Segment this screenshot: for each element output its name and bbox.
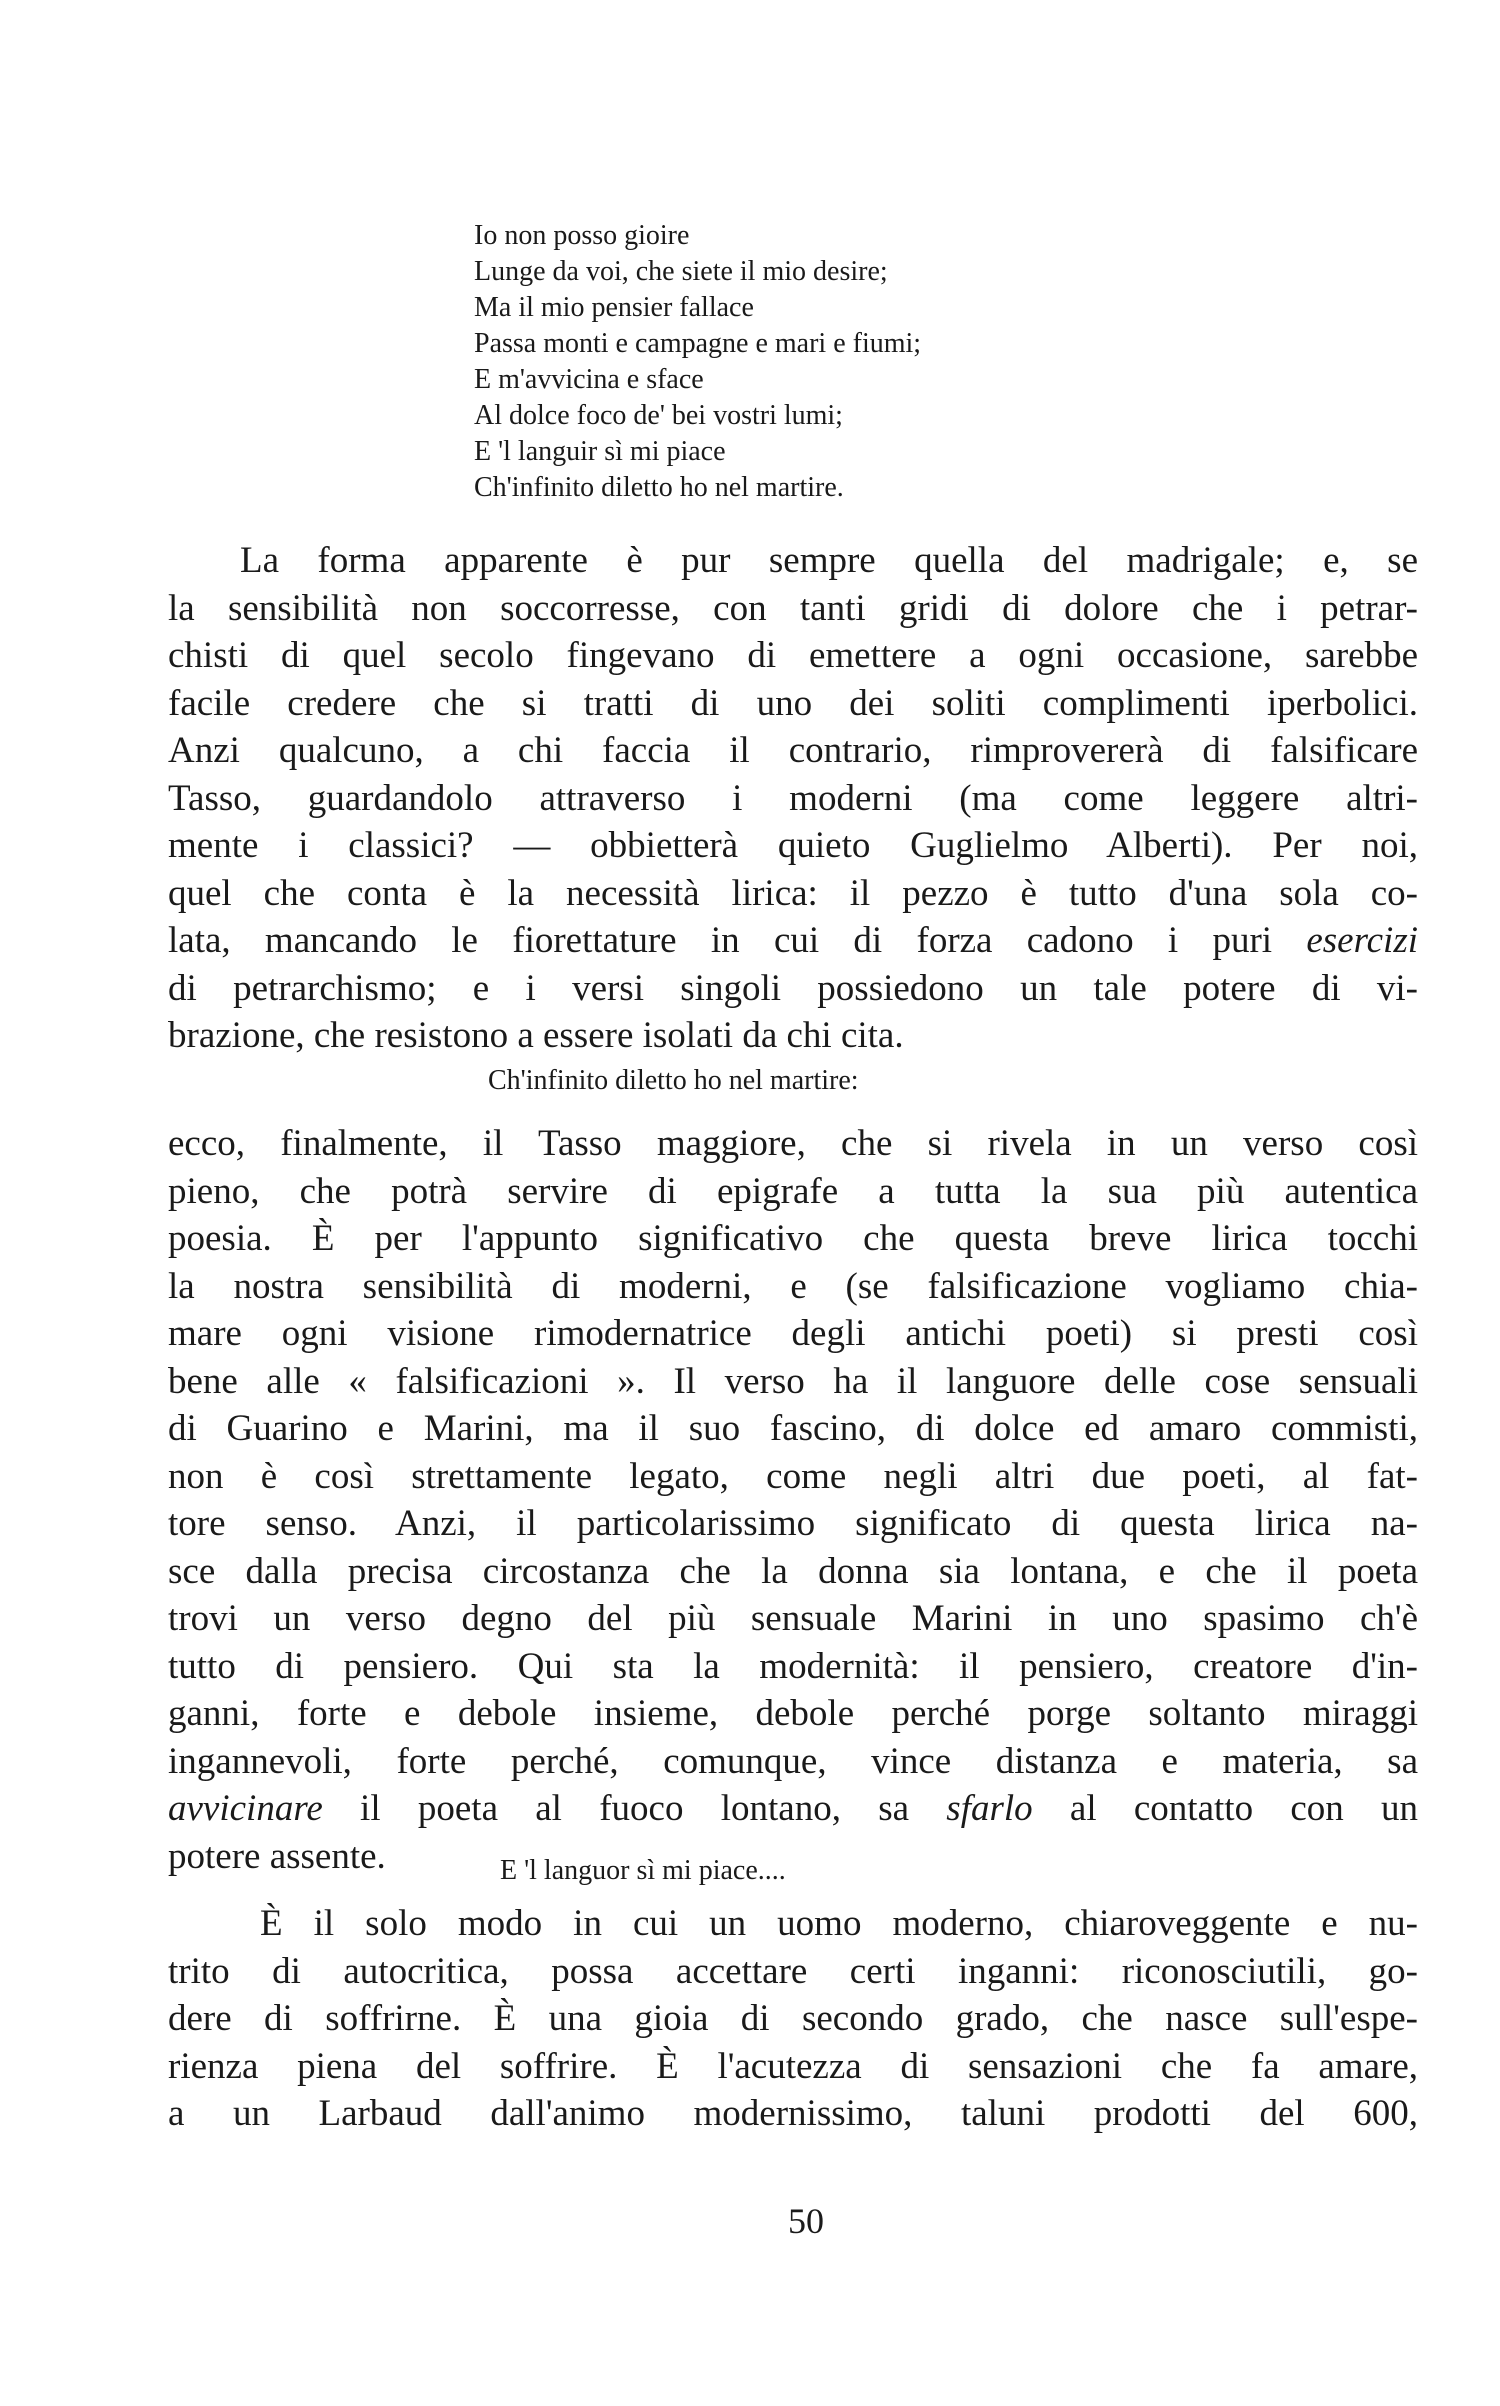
poem-line: E 'l languir sì mi piace xyxy=(474,436,726,467)
poem-line: Ch'infinito diletto ho nel martire. xyxy=(474,472,844,503)
text-line: facile credere che si tratti di uno dei soliti complimenti iperbolici. xyxy=(168,682,1418,724)
text-line: non è così strettamente legato, come negli altri due poeti, al fat- xyxy=(168,1455,1418,1497)
text-line: trovi un verso degno del più sensuale Marini in uno spasimo ch'è xyxy=(168,1598,1418,1639)
text-line xyxy=(168,1785,1418,1833)
paragraph-3 xyxy=(168,1900,1418,2138)
text-line: tore senso. Anzi, il particolarissimo significato di questa lirica na- xyxy=(168,1503,1418,1544)
page-number: 50 xyxy=(788,2201,824,2241)
text-line: sce dalla precisa circostanza che la donna sia lontana, e che il poeta xyxy=(168,1550,1418,1592)
poem-line: Lunge da voi, che siete il mio desire; xyxy=(474,256,888,287)
text-line: di petrarchismo; e i versi singoli possiedono un tale potere di vi- xyxy=(168,967,1418,1009)
text-line: bene alle « falsificazioni ». Il verso ha il languore delle cose sensuali xyxy=(168,1360,1418,1402)
text-line: pieno, che potrà servire di epigrafe a tutta la sua più autentica xyxy=(168,1170,1418,1212)
text-line: ecco, finalmente, il Tasso maggiore, che si rivela in un verso così xyxy=(168,1123,1418,1164)
text-line: tutto di pensiero. Qui sta la modernità: il pensiero, creatore d'in- xyxy=(168,1645,1418,1687)
text-line: mente i classici? — obbietterà quieto Guglielmo Alberti). Per noi, xyxy=(168,825,1418,866)
text-line: la nostra sensibilità di moderni, e (se falsificazione vogliamo chia- xyxy=(168,1265,1418,1307)
text-line: brazione, che resistono a essere isolati da chi cita. xyxy=(168,1015,904,1056)
text-line: mare ogni visione rimodernatrice degli antichi poeti) si presti così xyxy=(168,1313,1418,1354)
text-line: ganni, forte e debole insieme, debole perché porge soltanto miraggi xyxy=(168,1693,1418,1734)
poem-line: Al dolce foco de' bei vostri lumi; xyxy=(474,400,843,431)
text-line xyxy=(168,917,1418,965)
poem-line: Ma il mio pensier fallace xyxy=(474,292,754,323)
text-line: potere assente. xyxy=(168,1835,386,1877)
paragraph-2 xyxy=(168,1120,1418,1880)
text-line: La forma apparente è pur sempre quella del madrigale; e, se xyxy=(240,540,1418,581)
poem-line: E m'avvicina e sface xyxy=(474,364,704,395)
text-line: dere di soffrirne. È una gioia di secondo grado, che nasce sull'espe- xyxy=(168,1998,1418,2039)
text-fragment: il poeta al fuoco lontano, sa xyxy=(360,1788,910,1829)
italic-word: avvicinare xyxy=(168,1788,323,1829)
text-line: chisti di quel secolo fingevano di emettere a ogni occasione, sarebbe xyxy=(168,635,1418,676)
text-line: Tasso, guardandolo attraverso i moderni (ma come leggere altri- xyxy=(168,777,1418,819)
text-line: trito di autocritica, possa accettare certi inganni: riconosciutili, go- xyxy=(168,1950,1418,1992)
italic-word: esercizi xyxy=(1306,920,1419,961)
text-line: a un Larbaud dall'animo modernissimo, taluni prodotti del 600, xyxy=(168,2093,1418,2134)
text-line: rienza piena del soffrire. È l'acutezza di sensazioni che fa amare, xyxy=(168,2045,1418,2087)
text-line: quel che conta è la necessità lirica: il pezzo è tutto d'una sola co- xyxy=(168,872,1418,914)
paragraph-1 xyxy=(168,537,1418,1060)
poem-line: Io non posso gioire xyxy=(474,220,690,251)
text-line: È il solo modo in cui un uomo moderno, chiaroveggente e nu- xyxy=(260,1903,1418,1944)
italic-word: sfarlo xyxy=(946,1788,1033,1829)
quotation-2: E 'l languor sì mi piace.... xyxy=(500,1855,786,1886)
text-line: ingannevoli, forte perché, comunque, vince distanza e materia, sa xyxy=(168,1740,1418,1782)
text-line: Anzi qualcuno, a chi faccia il contrario, rimprovererà di falsificare xyxy=(168,730,1418,771)
text-line: la sensibilità non soccorresse, con tanti gridi di dolore che i petrar- xyxy=(168,587,1418,629)
text-fragment: lata, mancando le fiorettature in cui di forza cadono i puri xyxy=(168,920,1273,961)
poem-line: Passa monti e campagne e mari e fiumi; xyxy=(474,328,922,359)
text-fragment: al contatto con un xyxy=(1069,1788,1419,1829)
text-line: poesia. È per l'appunto significativo che questa breve lirica tocchi xyxy=(168,1218,1418,1259)
text-line: di Guarino e Marini, ma il suo fascino, di dolce ed amaro commisti, xyxy=(168,1408,1418,1449)
poem-block xyxy=(474,218,921,506)
quotation-1: Ch'infinito diletto ho nel martire: xyxy=(488,1065,859,1096)
